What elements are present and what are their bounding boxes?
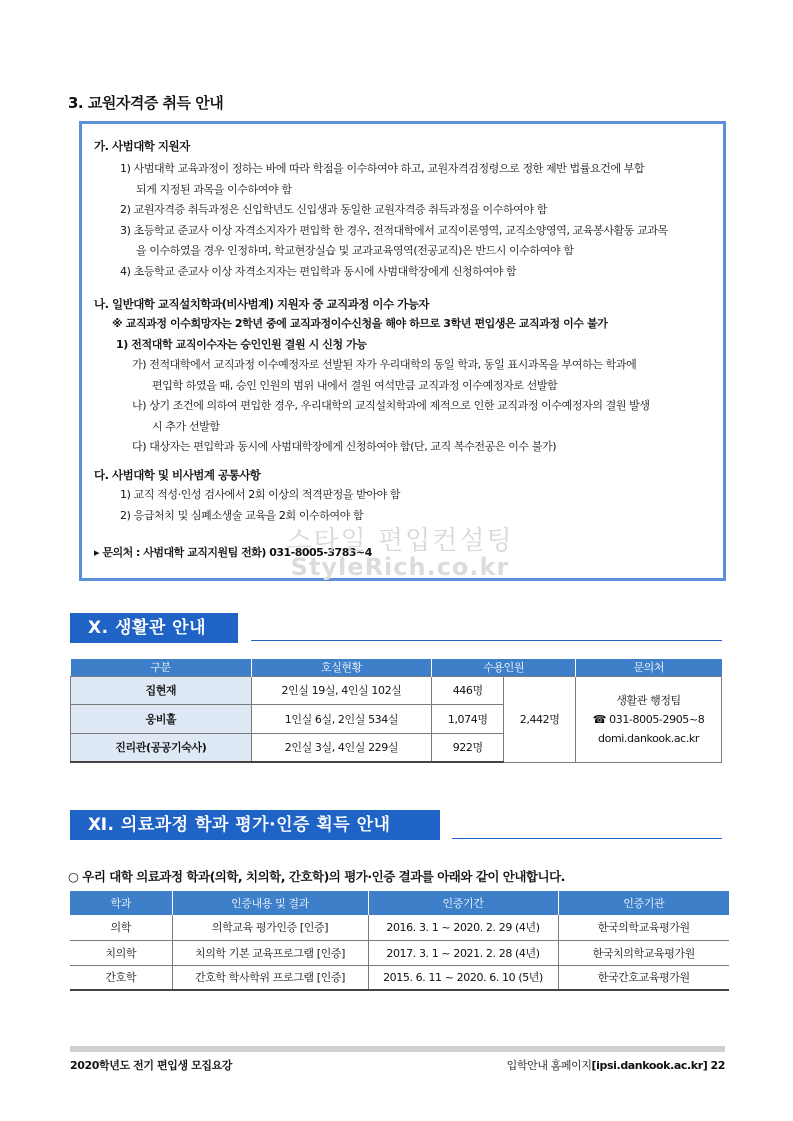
section-11-banner: Ⅺ. 의료과정 학과 평가·인증 획득 안내: [70, 810, 440, 840]
section-11-rule: [452, 838, 722, 839]
agency-cell: 한국간호교육평가원: [558, 965, 729, 990]
block-a-item: 4) 초등학교 준교사 이상 자격소지자는 편입학과 동시에 사범대학장에게 신청하여야 함: [120, 264, 517, 278]
period-cell: 2017. 3. 1 ~ 2021. 2. 28 (4년): [368, 940, 558, 965]
dorm-name: 진리관(공공기숙사): [71, 733, 252, 762]
dorm-capacity: 446명: [432, 676, 504, 705]
contact-email: domi.dankook.ac.kr: [598, 731, 700, 745]
table-header-row: [71, 659, 722, 676]
table-header-row: [70, 891, 729, 915]
footer-homepage: [507, 1057, 725, 1073]
footer-homepage-label: 입학안내 홈페이지: [506, 1059, 592, 1072]
dorm-total-capacity: 2,442명: [504, 676, 576, 762]
block-b-item: 나) 상기 조건에 의하여 편입한 경우, 우리대학의 교직설치학과에 제적으로 인한 교직과정 이수예정자의 결원 발생: [132, 399, 650, 412]
section-3-title: 3. 교원자격증 취득 안내: [68, 94, 224, 112]
block-a-item: 1) 사범대학 교육과정이 정하는 바에 따라 학점을 이수하여야 하고, 교원자격검정령으로 정한 제반 법률요건에 부합: [120, 162, 645, 175]
watermark-line1: 스타일 편입컨설팅: [286, 526, 514, 556]
page-number: 22: [710, 1059, 725, 1072]
medical-intro: ○ 우리 대학 의료과정 학과(의학, 치의학, 간호학)의 평가·인증 결과를 아래와 같이 안내합니다.: [68, 869, 565, 884]
section-10-rule: [251, 640, 722, 641]
dormitory-table: [70, 659, 722, 763]
block-b-item: 시 추가 선발함: [152, 419, 220, 433]
block-c-heading: 다. 사범대학 및 비사범계 공통사항: [94, 468, 261, 482]
block-a-item: 을 이수하였을 경우 인정하며, 학교현장실습 및 교과교육영역(전공교직)은 반드시 이수하여야 함: [136, 244, 574, 257]
period-cell: 2015. 6. 11 ~ 2020. 6. 10 (5년): [368, 965, 558, 990]
agency-cell: 한국의학교육평가원: [558, 915, 729, 940]
table-row: [70, 965, 729, 990]
block-b-subheading: 1) 전적대학 교직이수자는 승인인원 결원 시 신청 가능: [116, 337, 367, 351]
footer-doc-title: 2020학년도 전기 편입생 모집요강: [70, 1059, 233, 1072]
header-cell: 학과: [70, 891, 172, 915]
block-a-item: 3) 초등학교 준교사 이상 자격소지자가 편입학 한 경우, 전적대학에서 교직이론영역, 교직소양영역, 교육봉사활동 교과목: [120, 223, 668, 237]
header-cell: 구분: [71, 659, 252, 676]
table-row: [70, 940, 729, 965]
block-c-item: 1) 교직 적성·인성 검사에서 2회 이상의 적격판정을 받아야 함: [120, 488, 401, 501]
contact-team: 생활관 행정팀: [616, 693, 681, 707]
dorm-contact: [576, 676, 722, 762]
block-c-item: 2) 응급처치 및 심폐소생술 교육을 2회 이수하여야 함: [120, 508, 364, 522]
block-c: [94, 467, 711, 526]
header-cell: 수용인원: [432, 659, 576, 676]
content-cell: 치의학 기본 교육프로그램 [인증]: [172, 940, 368, 965]
footer-bar: [70, 1046, 725, 1052]
block-a-item: 2) 교원자격증 취득과정은 신입학년도 신입생과 동일한 교원자격증 취득과정을 이수하여야 함: [120, 203, 547, 216]
header-cell: 인증기간: [368, 891, 558, 915]
block-b-item: 다) 대상자는 편입학과 동시에 사범대학장에게 신청하여야 함(단, 교직 복수전공은 이수 불가): [132, 440, 557, 453]
block-a: [94, 138, 711, 282]
watermark-line2: StyleRich.co.kr: [290, 553, 510, 581]
dorm-rooms: 2인실 19실, 4인실 102실: [251, 676, 432, 705]
header-cell: 호실현황: [251, 659, 432, 676]
block-b-heading: 나. 일반대학 교직설치학과(비사범계) 지원자 중 교직과정 이수 가능자: [94, 297, 429, 311]
dept-cell: 간호학: [70, 965, 172, 990]
block-b-item: 편입학 하였을 때, 승인 인원의 범위 내에서 결원 여석만큼 교직과정 이수예정자로 선발함: [152, 378, 558, 392]
content-cell: 의학교육 평가인증 [인증]: [172, 915, 368, 940]
content-cell: 간호학 학사학위 프로그램 [인증]: [172, 965, 368, 990]
teacher-certificate-box: [79, 121, 726, 581]
contact-line: ▸ 문의처 : 사범대학 교직지원팀 전화) 031-8005-3783~4: [94, 546, 372, 559]
dept-cell: 치의학: [70, 940, 172, 965]
dorm-rooms: 1인실 6실, 2인실 534실: [251, 705, 432, 734]
header-cell: 문의처: [576, 659, 722, 676]
block-a-item: 되게 지정된 과목을 이수하여야 함: [136, 182, 292, 196]
section-10-banner: Ⅹ. 생활관 안내: [70, 613, 238, 643]
agency-cell: 한국치의학교육평가원: [558, 940, 729, 965]
medical-accreditation-table: [70, 891, 729, 991]
period-cell: 2016. 3. 1 ~ 2020. 2. 29 (4년): [368, 915, 558, 940]
header-cell: 인증기관: [558, 891, 729, 915]
block-a-heading: 가. 사범대학 지원자: [94, 139, 190, 153]
dorm-capacity: 922명: [432, 733, 504, 762]
block-b-note: ※ 교직과정 이수희망자는 2학년 중에 교직과정이수신청을 해야 하므로 3학년 편입생은 교직과정 이수 불가: [112, 317, 608, 330]
dorm-name: 집현재: [71, 676, 252, 705]
header-cell: 인증내용 및 결과: [172, 891, 368, 915]
dorm-rooms: 2인실 3실, 4인실 229실: [251, 733, 432, 762]
table-row: [70, 915, 729, 940]
table-row: [71, 676, 722, 705]
dorm-name: 웅비홀: [71, 705, 252, 734]
footer-homepage-url[interactable]: [ipsi.dankook.ac.kr]: [591, 1059, 708, 1072]
dorm-capacity: 1,074명: [432, 705, 504, 734]
block-b-item: 가) 전적대학에서 교직과정 이수예정자로 선발된 자가 우리대학의 동일 학과, 동일 표시과목을 부여하는 학과에: [132, 358, 637, 371]
contact-phone: ☎ 031-8005-2905~8: [592, 712, 705, 726]
dept-cell: 의학: [70, 915, 172, 940]
block-b: [94, 296, 711, 458]
